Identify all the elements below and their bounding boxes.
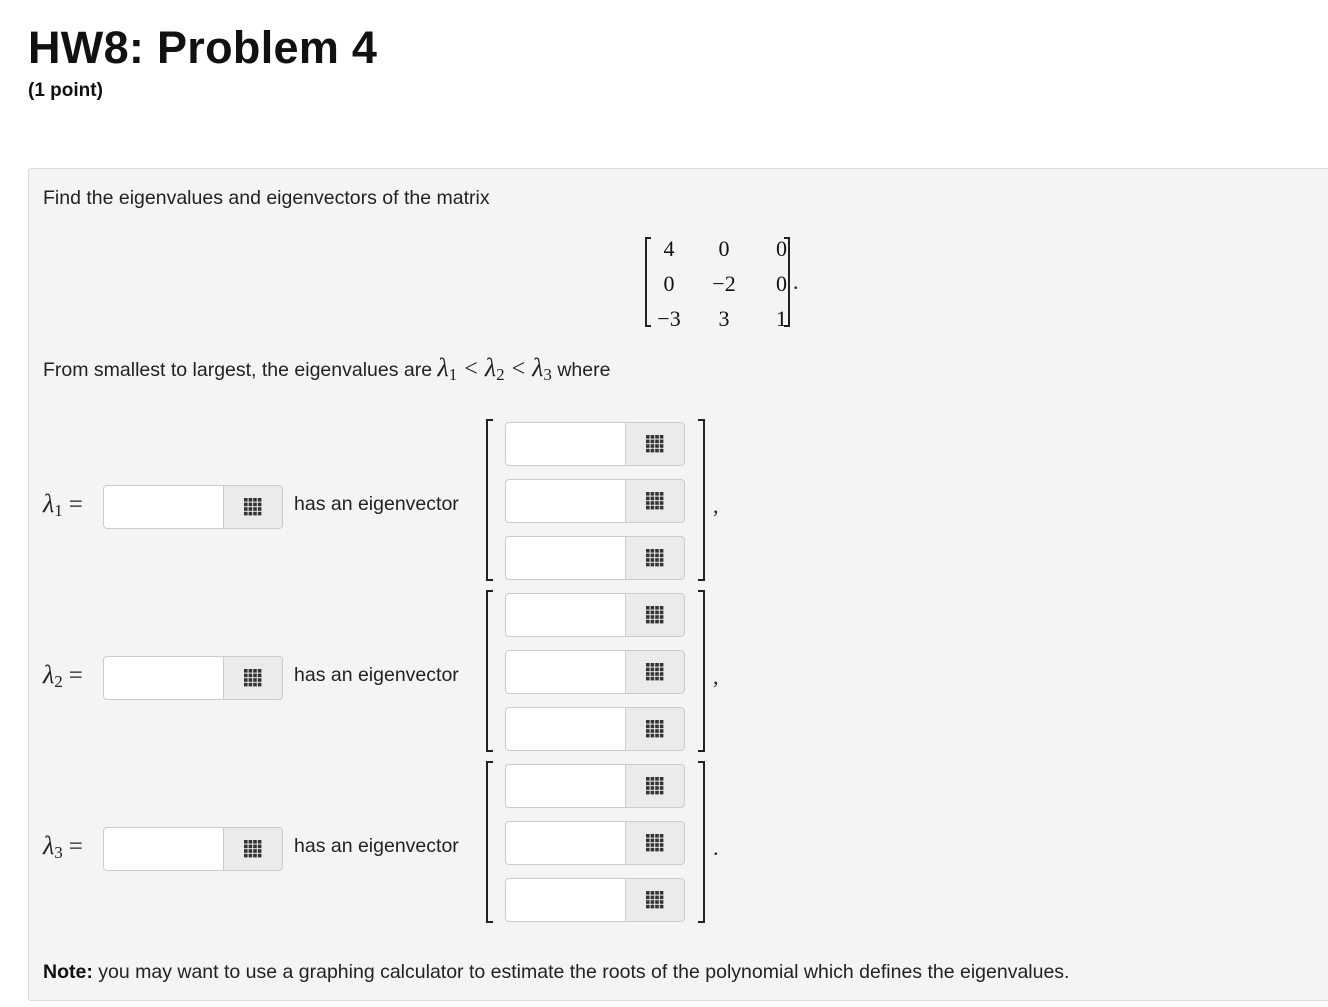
grid-calculator-glyph	[646, 663, 664, 681]
eigenvector-2-entry-3-input[interactable]	[505, 707, 625, 751]
eigenvector-3-entry-2-field	[505, 821, 685, 865]
eigenvalue-2-field	[103, 656, 283, 700]
matrix-display	[641, 233, 801, 331]
grid-calculator-icon[interactable]	[223, 485, 283, 529]
eigenvector-2-entry-2-field	[505, 650, 685, 694]
eigenvalue-2-input[interactable]	[103, 656, 223, 700]
vector-1-left-bracket	[486, 419, 493, 581]
eigenvector-2-entry-1-input[interactable]	[505, 593, 625, 637]
problem-intro: Find the eigenvalues and eigenvectors of the matrix	[43, 187, 490, 209]
eigenvector-3-entry-3-field	[505, 878, 685, 922]
grid-calculator-glyph	[646, 549, 664, 567]
grid-calculator-glyph	[646, 492, 664, 510]
less-than-symbol: <	[511, 356, 526, 382]
vector-1-right-bracket	[698, 419, 705, 581]
grid-calculator-icon[interactable]	[625, 650, 685, 694]
matrix-cell: 0	[776, 271, 787, 296]
eigenvector-1-label: has an eigenvector	[294, 493, 459, 515]
eigenvector-1-entry-1-input[interactable]	[505, 422, 625, 466]
grid-calculator-glyph	[646, 777, 664, 795]
less-than-symbol: <	[464, 356, 478, 382]
vector-2-left-bracket	[486, 590, 493, 752]
grid-calculator-icon[interactable]	[625, 764, 685, 808]
grid-calculator-glyph	[646, 834, 664, 852]
eigenvector-3-entry-3-input[interactable]	[505, 878, 625, 922]
eigenvector-3-entry-1-field	[505, 764, 685, 808]
matrix-period: .	[793, 269, 799, 294]
lambda-index: 3	[543, 365, 552, 384]
grid-calculator-glyph	[244, 840, 262, 858]
matrix-cell: 1	[776, 306, 787, 331]
grid-calculator-glyph	[646, 720, 664, 738]
lambda-symbol: λ	[437, 353, 449, 382]
eigenvector-1-entry-2-input[interactable]	[505, 479, 625, 523]
lambda-index: 1	[448, 365, 458, 384]
grid-calculator-icon[interactable]	[223, 656, 283, 700]
lambda-symbol: λ	[532, 353, 544, 382]
eigenvector-3-label: has an eigenvector	[294, 835, 459, 857]
eigenvalue-1-input[interactable]	[103, 485, 223, 529]
eigenvector-2-entry-3-field	[505, 707, 685, 751]
grid-calculator-icon[interactable]	[625, 422, 685, 466]
lambda-index: 2	[496, 365, 505, 384]
matrix-cell: 0	[776, 236, 787, 261]
grid-calculator-icon[interactable]	[625, 479, 685, 523]
eigenvector-2-entry-2-input[interactable]	[505, 650, 625, 694]
lambda-1-label: $\lambda_1$ =	[43, 489, 83, 520]
grid-calculator-glyph	[646, 606, 664, 624]
matrix-cell: −3	[657, 306, 681, 331]
eigenvector-1-entry-1-field	[505, 422, 685, 466]
vector-1-punctuation: ,	[713, 493, 719, 518]
problem-points: (1 point)	[28, 80, 103, 101]
grid-calculator-glyph	[646, 435, 664, 453]
note-label: Note:	[43, 961, 93, 983]
order-expression	[438, 353, 552, 382]
problem-body	[28, 168, 1328, 1001]
eigenvector-1-entry-3-field	[505, 536, 685, 580]
grid-calculator-glyph	[646, 891, 664, 909]
vector-3-left-bracket	[486, 761, 493, 923]
grid-calculator-icon[interactable]	[625, 878, 685, 922]
grid-calculator-icon[interactable]	[625, 707, 685, 751]
vector-2-right-bracket	[698, 590, 705, 752]
grid-calculator-icon[interactable]	[223, 827, 283, 871]
eigenvector-2-entry-1-field	[505, 593, 685, 637]
lambda-symbol: λ	[484, 353, 497, 382]
eigenvector-3-entry-1-input[interactable]	[505, 764, 625, 808]
eigenvector-1-entry-2-field	[505, 479, 685, 523]
note-text: you may want to use a graphing calculator to estimate the roots of the polynomial which defines the eigenvalues.	[98, 961, 1070, 983]
order-prefix: From smallest to largest, the eigenvalues are	[43, 359, 433, 381]
grid-calculator-icon[interactable]	[625, 593, 685, 637]
problem-note	[43, 961, 1069, 984]
order-suffix: where	[557, 359, 611, 381]
eigenvector-2-label: has an eigenvector	[294, 664, 459, 686]
eigenvalue-1-field	[103, 485, 283, 529]
vector-3-punctuation: .	[713, 835, 719, 860]
eigenvector-1-entry-3-input[interactable]	[505, 536, 625, 580]
matrix-cell: 3	[718, 306, 730, 331]
matrix-cell: −2	[712, 271, 736, 296]
matrix-cell: 0	[663, 271, 675, 296]
matrix-cell: 0	[718, 236, 730, 261]
lambda-3-label: $\lambda_3$ =	[43, 831, 83, 862]
eigenvalue-3-input[interactable]	[103, 827, 223, 871]
vector-2-punctuation: ,	[713, 664, 719, 689]
lambda-2-label: $\lambda_2$ =	[43, 660, 83, 691]
eigenvalue-3-field	[103, 827, 283, 871]
matrix-cell: 4	[663, 236, 675, 261]
grid-calculator-glyph	[244, 498, 262, 516]
eigenvector-3-entry-2-input[interactable]	[505, 821, 625, 865]
grid-calculator-icon[interactable]	[625, 821, 685, 865]
vector-3-right-bracket	[698, 761, 705, 923]
grid-calculator-icon[interactable]	[625, 536, 685, 580]
grid-calculator-glyph	[244, 669, 262, 687]
page-title: HW8: Problem 4	[28, 22, 378, 73]
eigenvalue-order-sentence	[43, 353, 610, 385]
